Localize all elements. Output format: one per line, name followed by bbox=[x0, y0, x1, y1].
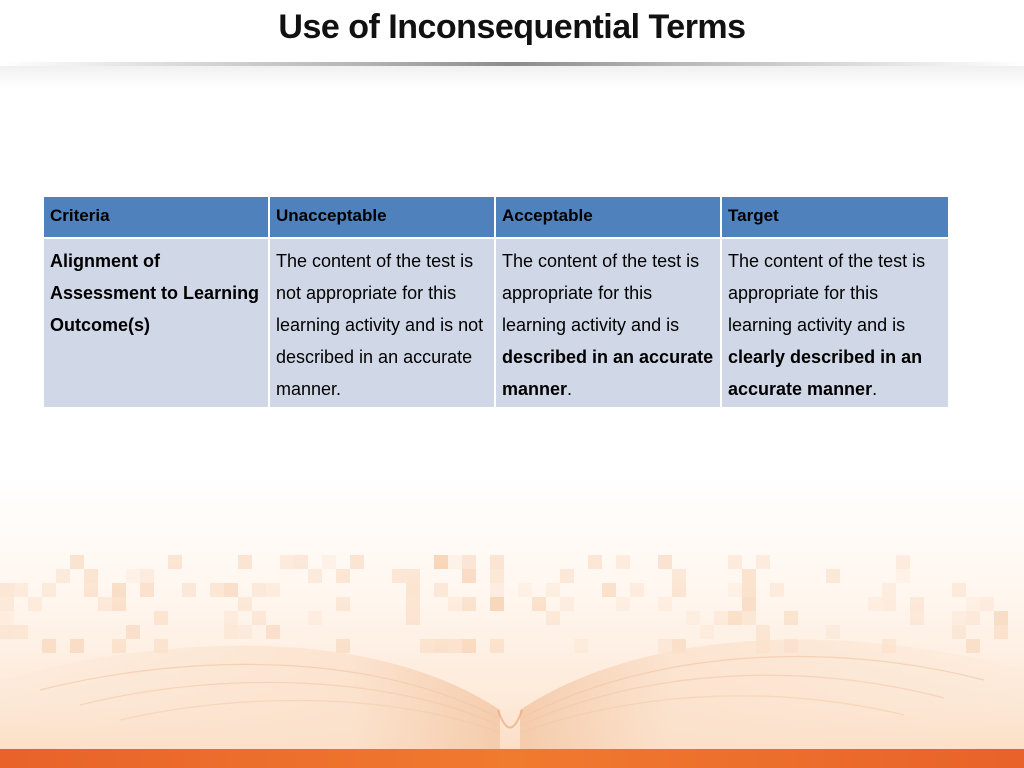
table-row bbox=[43, 238, 949, 408]
header-criteria: Criteria bbox=[43, 196, 269, 238]
target-bold-text: clearly described in an accurate manner bbox=[728, 347, 923, 399]
header-acceptable: Acceptable bbox=[495, 196, 721, 238]
acceptable-tail-text: . bbox=[567, 379, 573, 399]
open-book-image bbox=[0, 560, 1024, 750]
slide-title: Use of Inconsequential Terms bbox=[278, 8, 746, 46]
table-header-row bbox=[43, 196, 949, 238]
acceptable-bold-text: described in an accurate manner bbox=[502, 347, 714, 399]
cell-acceptable bbox=[495, 238, 721, 408]
header-target: Target bbox=[721, 196, 949, 238]
cell-unacceptable: The content of the test is not appropriate for this learning activity and is not described in an accurate manner. bbox=[269, 238, 495, 408]
bottom-accent-bar bbox=[0, 749, 1024, 768]
target-lead-text: The content of the test is appropriate for this learning activity and is bbox=[728, 251, 926, 335]
rubric-table bbox=[42, 195, 950, 409]
cell-target bbox=[721, 238, 949, 408]
title-divider-shadow bbox=[0, 66, 1024, 88]
header-unacceptable: Unacceptable bbox=[269, 196, 495, 238]
cell-criteria: Alignment of Assessment to Learning Outcome(s) bbox=[43, 238, 269, 408]
acceptable-lead-text: The content of the test is appropriate for this learning activity and is bbox=[502, 251, 700, 335]
target-tail-text: . bbox=[872, 379, 878, 399]
